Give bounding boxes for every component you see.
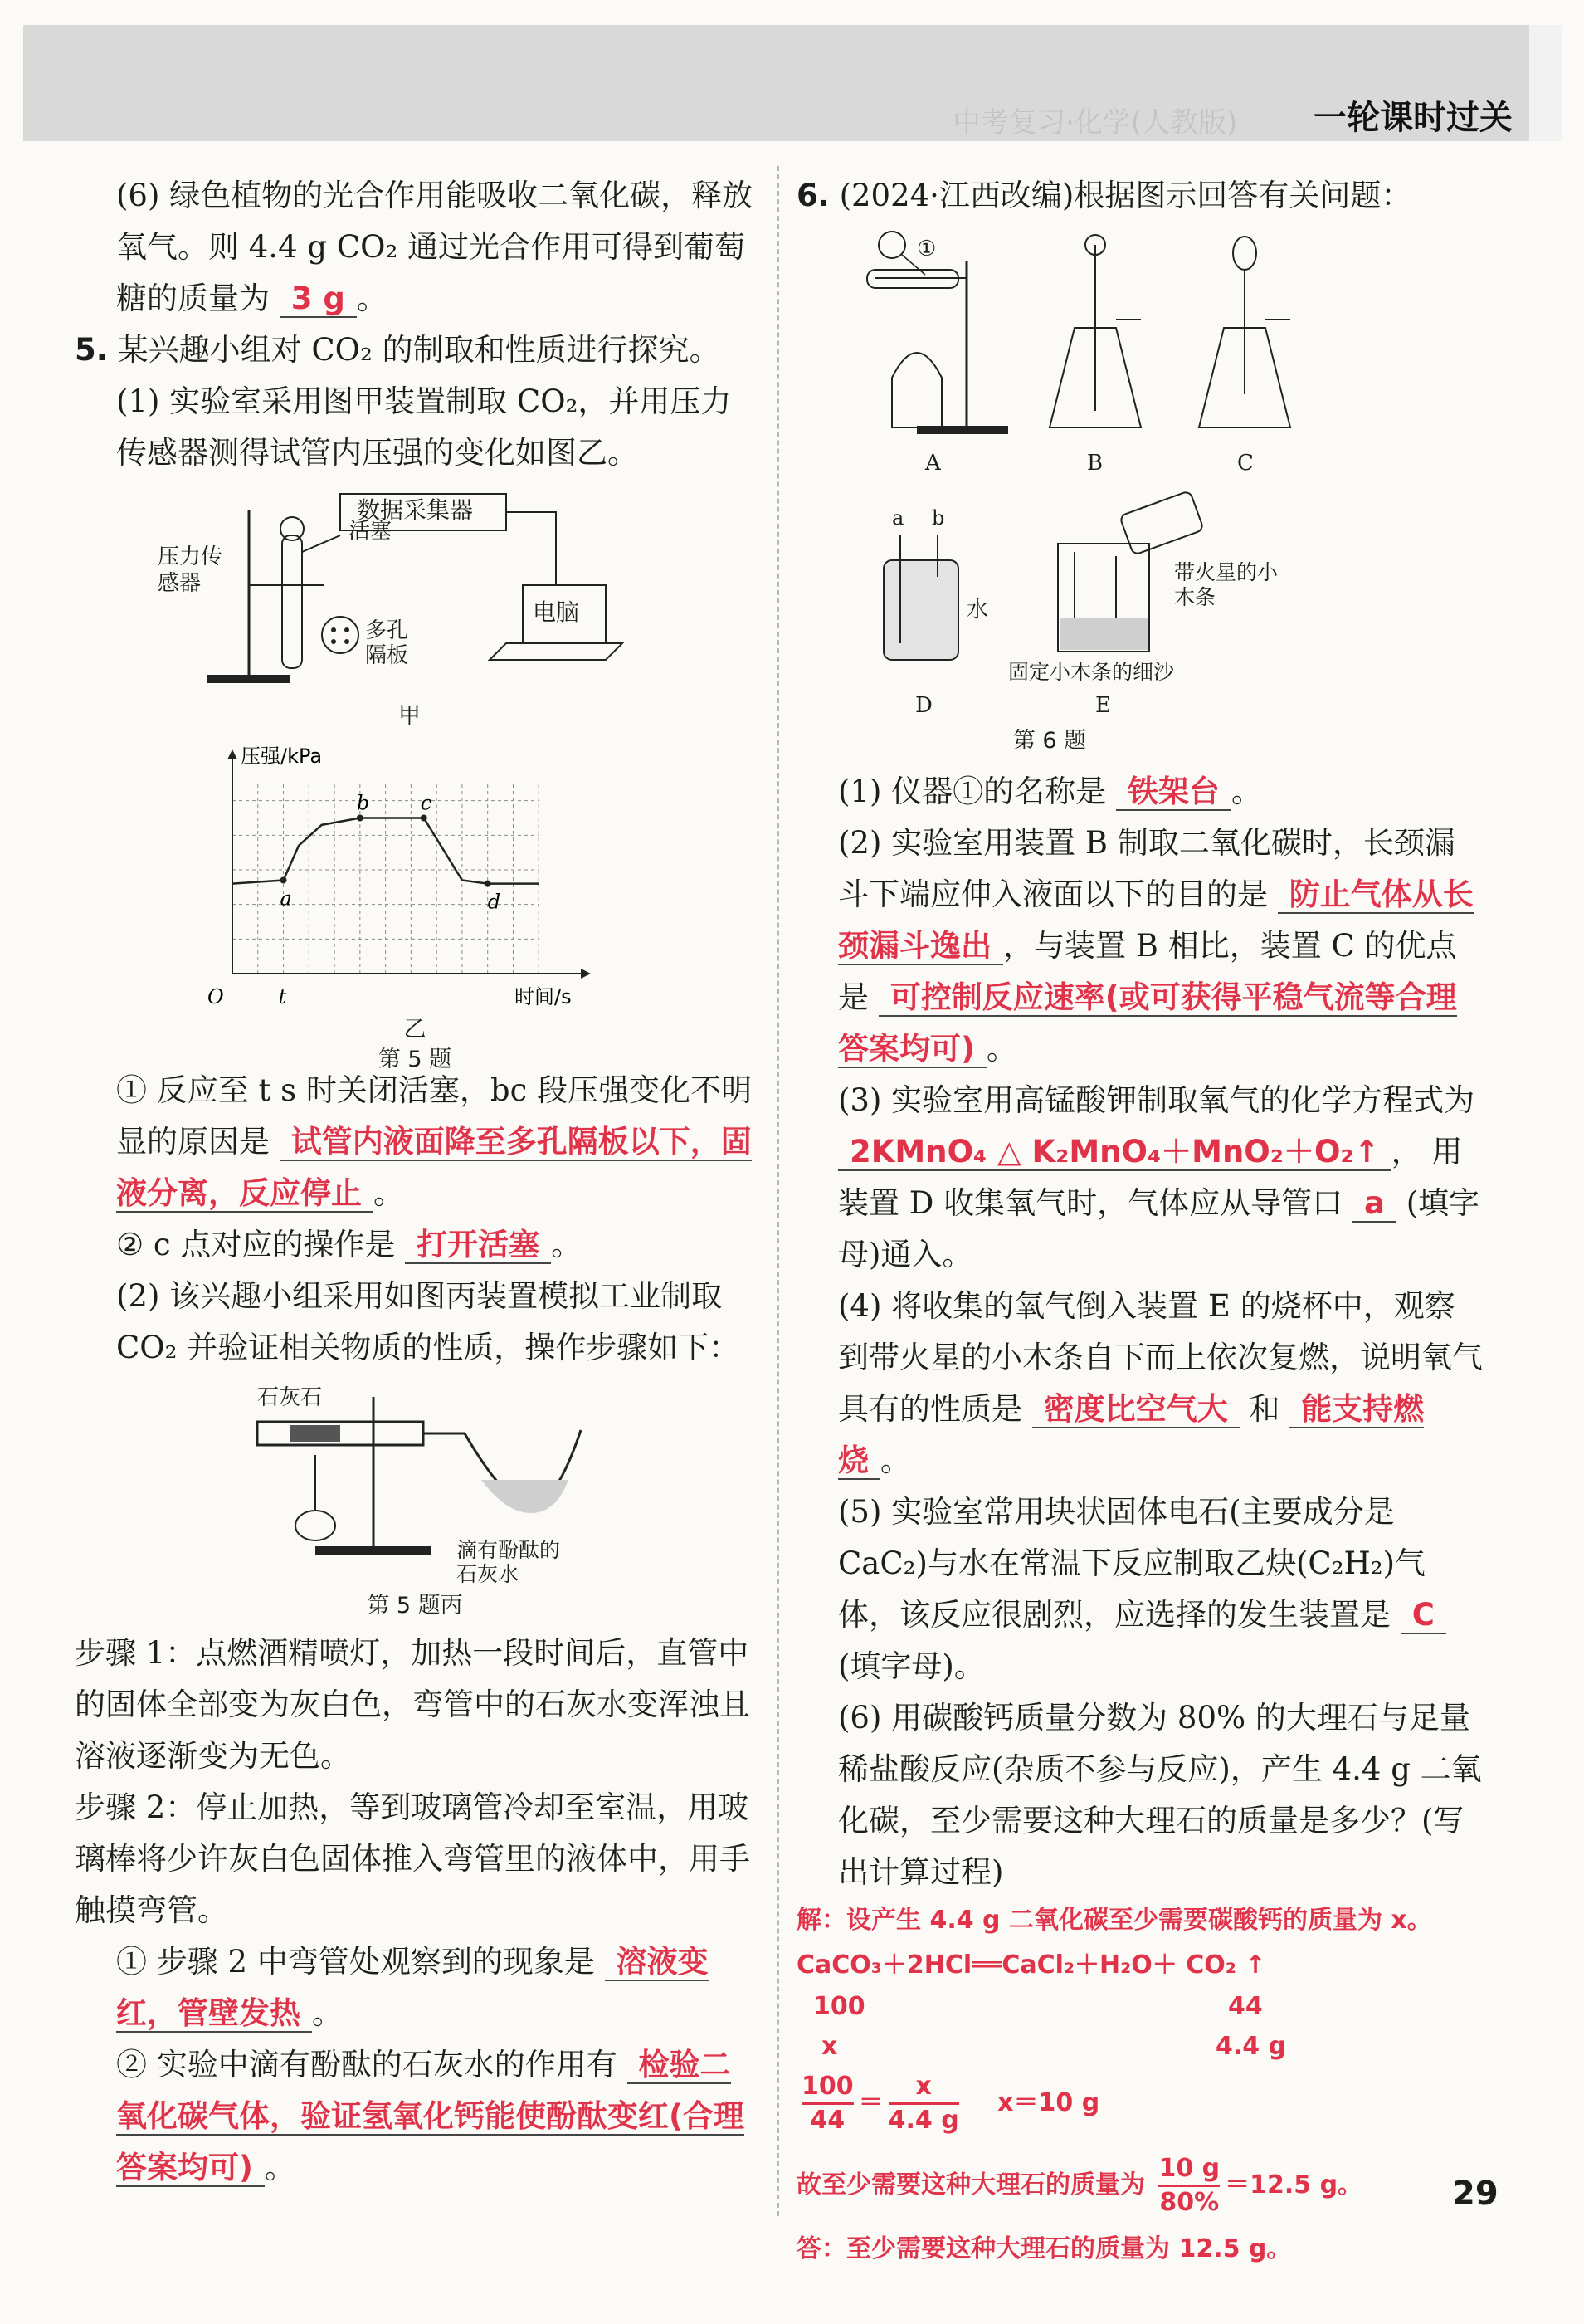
q6-part5: (5) 实验室常用块状固体电石(主要成分是 CaC₂)与水在常温下反应制取乙炔(C₂H₂)气体，该反应很剧烈，应选择的发生装置是 C (填字母)。 xyxy=(797,1487,1485,1692)
ratio-m2: 44 xyxy=(1228,1992,1263,2021)
solution-line1: 解：设产生 4.4 g 二氧化碳至少需要碳酸钙的质量为 x。 xyxy=(797,1906,1432,1935)
label-E: E xyxy=(1095,693,1111,718)
q6-part2: (2) 实验室用装置 B 制取二氧化碳时，长颈漏斗下端应伸入液面以下的目的是 防止气体从长颈漏斗逸出 ，与装置 B 相比，装置 C 的优点是 可控制反应速率(或可获得平稳气流等合理答案均可) 。 xyxy=(838,825,1474,1067)
label-circle1: ① xyxy=(917,237,937,261)
header-stripe xyxy=(1529,25,1562,141)
frac3-num: 10 g xyxy=(1158,2153,1220,2187)
q5-part1: (1) 实验室采用图甲装置制取 CO₂，并用压力传感器测得试管内压强的变化如图乙。 xyxy=(116,383,732,471)
point-label-c: c xyxy=(420,791,432,815)
figure-q6 xyxy=(842,228,1440,759)
q5-part1a-answer: 试管内液面降至多孔隔板以下，固液分离，反应停止 xyxy=(116,1124,752,1211)
data-point-c xyxy=(421,815,427,822)
q6-part4-answer1: 密度比空气大 xyxy=(1032,1391,1240,1428)
left-column xyxy=(75,170,755,2194)
solution-result: x＝10 g xyxy=(997,2088,1100,2117)
label-splint: 带火星的小木条 xyxy=(1174,560,1279,609)
x-tick-label-t: t xyxy=(278,985,287,1008)
y-axis-arrow xyxy=(227,749,237,759)
y-axis-label: 压强/kPa xyxy=(241,745,323,768)
figure-bing-caption: 第 5 题丙 xyxy=(367,1593,463,1618)
frac2-num: x xyxy=(889,2071,959,2105)
page-number: 29 xyxy=(1452,2175,1499,2213)
frac3-den: 80% xyxy=(1159,2188,1220,2217)
solution-proportion: $\frac{100}{44}$ ＝ $\frac{x}{4.4 g}$ x＝10 g xyxy=(802,2072,1100,2135)
figure-jia-caption: 甲 xyxy=(398,703,421,729)
solution-equation: CaCO₃＋2HCl══CaCl₂＋H₂O＋ CO₂ ↑ xyxy=(797,1950,1266,1980)
q6-part3b-answer: a xyxy=(1352,1185,1396,1223)
valve-label: 活塞 xyxy=(348,519,392,544)
computer-label: 电脑 xyxy=(533,598,580,626)
label-A: A xyxy=(925,451,941,476)
frac1-den: 44 xyxy=(810,2106,846,2135)
q5-part1a: ① 反应至 t s 时关闭活塞，bc 段压强变化不明显的原因是 试管内液面降至多孔隔板以下，固液分离，反应停止 。 xyxy=(116,1072,753,1211)
pressure-chart-svg xyxy=(183,741,647,1015)
q5-part1b: ② c 点对应的操作是 打开活塞 。 xyxy=(116,1227,582,1262)
q4-part6: (6) 绿色植物的光合作用能吸收二氧化碳，释放氧气。则 4.4 g CO₂ 通过光合作用可得到葡萄糖的质量为 3 g 。 xyxy=(116,178,753,316)
chart-caption: 乙 xyxy=(403,1017,426,1042)
label-D: D xyxy=(915,693,933,718)
q5-intro: 5. 某兴趣小组对 CO₂ 的制取和性质进行探究。 xyxy=(75,332,720,368)
point-label-d: d xyxy=(487,890,501,914)
q4-part6-answer: 3 g xyxy=(280,281,357,318)
label-C: C xyxy=(1237,451,1254,476)
figure-jia xyxy=(158,486,672,735)
q5-part2b-answer: 检验二氧化碳气体，验证氢氧化钙能使酚酞变红(合理答案均可) xyxy=(116,2047,744,2185)
figure-q6-caption: 第 6 题 xyxy=(1012,728,1087,754)
q6-part5-answer: C xyxy=(1401,1597,1446,1634)
q6-intro: 6. (2024·江西改编)根据图示回答有关问题： xyxy=(797,178,1412,213)
q5-part1b-answer: 打开活塞 xyxy=(405,1227,551,1264)
q6-part3-answer: 2KMnO₄ △ K₂MnO₄＋MnO₂＋O₂↑ xyxy=(838,1134,1391,1171)
q5-part2a-answer: 溶液变红，管壁发热 xyxy=(116,1944,709,2031)
q5-part2: (2) 该兴趣小组采用如图丙装置模拟工业制取 CO₂ 并验证相关物质的性质，操作步骤如下： xyxy=(116,1278,740,1365)
label-water: 水 xyxy=(967,598,989,622)
column-divider xyxy=(777,166,779,2216)
origin-label: O xyxy=(207,985,224,1008)
frac2-den: 4.4 g xyxy=(888,2106,959,2135)
page-header xyxy=(23,25,1562,141)
right-column xyxy=(797,170,1485,2272)
solution-line5: 故至少需要这种大理石的质量为 $\frac{10 g}{80\%}$ ＝12.5 g。 xyxy=(797,2154,1363,2217)
header-title: 一轮课时过关 xyxy=(1314,99,1513,137)
x-axis-arrow xyxy=(581,969,591,979)
q5-part2b: ② 实验中滴有酚酞的石灰水的作用有 检验二氧化碳气体，验证氢氧化钙能使酚酞变红(合理答案均可) 。 xyxy=(116,2047,744,2185)
q5-number: 5. xyxy=(75,332,108,368)
collector-label: 数据采集器 xyxy=(357,496,474,524)
q6-part2-answer1: 防止气体从长颈漏斗逸出 xyxy=(838,876,1474,964)
x-axis-label: 时间/s xyxy=(514,985,572,1008)
label-B: B xyxy=(1087,451,1104,476)
point-label-b: b xyxy=(356,791,370,815)
solution-ratios xyxy=(797,1988,1485,2071)
plate-label: 多孔隔板 xyxy=(365,618,409,668)
figure-bing xyxy=(232,1380,597,1621)
step1: 步骤 1：点燃酒精喷灯，加热一段时间后，直管中的固体全部变为灰白色，弯管中的石灰水变浑浊且溶液逐渐变为无色。 xyxy=(75,1635,750,1774)
q6-part1: (1) 仪器①的名称是 铁架台 。 xyxy=(838,774,1262,809)
data-point-b xyxy=(357,815,363,822)
solution-answer: 答：至少需要这种大理石的质量为 12.5 g。 xyxy=(797,2234,1292,2263)
q6-number: 6. xyxy=(797,178,830,213)
step2: 步骤 2：停止加热，等到玻璃管冷却至室温，用玻璃棒将少许灰白色固体推入弯管里的液体中，用手触摸弯管。 xyxy=(75,1789,750,1928)
q6-part4: (4) 将收集的氧气倒入装置 E 的烧杯中，观察到带火星的小木条自下而上依次复燃，说明氧气具有的性质是 密度比空气大 和 能支持燃烧 。 xyxy=(838,1288,1483,1478)
q6-part4-answer2: 能支持燃烧 xyxy=(838,1391,1425,1478)
data-point-a xyxy=(280,877,287,884)
q6-part3: (3) 实验室用高锰酸钾制取氧气的化学方程式为 2KMnO₄ △ K₂MnO₄＋MnO₂＋O₂↑ ， 用装置 D 收集氧气时，气体应从导管口 a (填字母)通入。 xyxy=(838,1082,1480,1272)
q6-part6: (6) 用碳酸钙质量分数为 80% 的大理石与足量稀盐酸反应(杂质不参与反应)，产生 4.4 g 二氧化碳，至少需要这种大理石的质量是多少？(写出计算过程) xyxy=(838,1700,1482,1890)
q5-part2a: ① 步骤 2 中弯管处观察到的现象是 溶液变红，管壁发热 。 xyxy=(116,1944,709,2031)
solution-label: 滴有酚酞的石灰水 xyxy=(456,1538,561,1586)
q6-part2-answer2: 可控制反应速率(或可获得平稳气流等合理答案均可) xyxy=(838,979,1457,1067)
ratio-m4: 4.4 g xyxy=(1216,2032,1287,2061)
limestone-label: 石灰石 xyxy=(257,1385,323,1410)
ratio-m3: x xyxy=(821,2032,838,2061)
frac1-num: 100 xyxy=(802,2071,854,2105)
label-b: b xyxy=(932,506,945,530)
label-a: a xyxy=(892,506,904,530)
label-sand: 固定小木条的细沙 xyxy=(1008,660,1175,684)
chart-figure-caption: 第 5 题 xyxy=(378,1047,452,1072)
solution xyxy=(797,1898,1485,2272)
sensor-label: 压力传感器 xyxy=(158,544,223,596)
point-label-a: a xyxy=(280,886,292,911)
ratio-m1: 100 xyxy=(813,1992,865,2021)
q6-part1-answer: 铁架台 xyxy=(1116,774,1231,811)
data-point-d xyxy=(485,881,491,887)
header-subtitle: 中考复习·化学(人教版) xyxy=(953,106,1238,139)
pressure-chart xyxy=(183,741,647,1072)
